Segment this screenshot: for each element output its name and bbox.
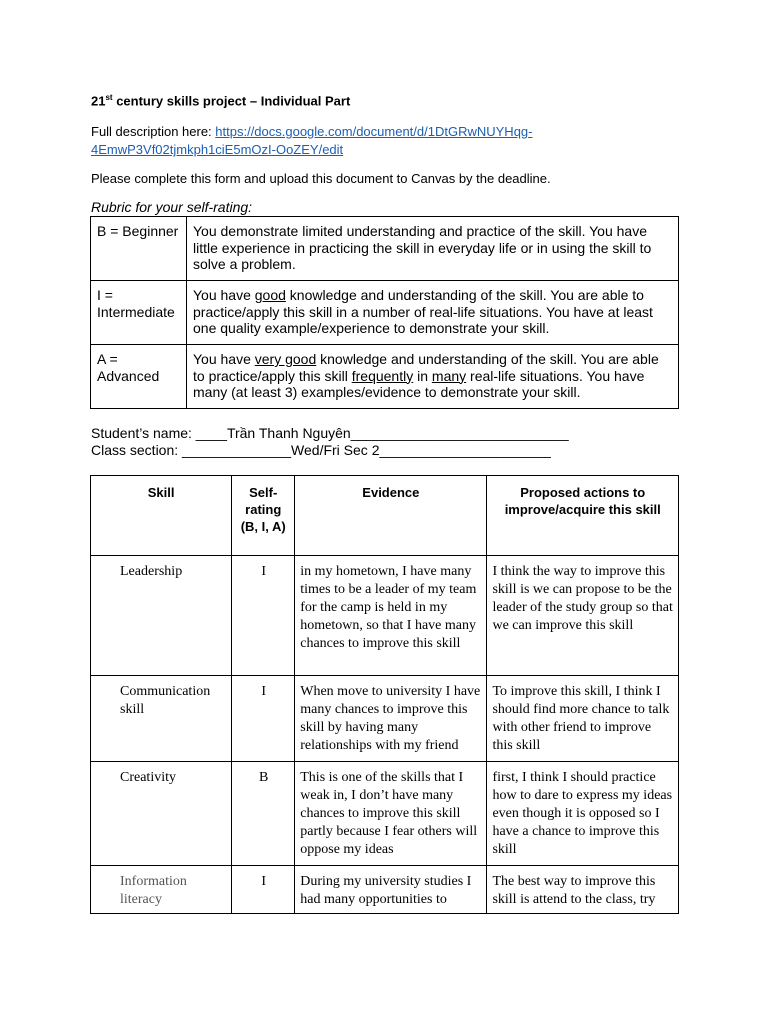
rubric-text: You have good knowledge and understanding of the skill. You are able to practice/apply this skill in a number of real-life situations. You have at least one quality example/experience to demonstrate your skill.	[187, 281, 679, 345]
skills-header-row	[91, 476, 679, 556]
actions-cell: The best way to improve this skill is attend to the class, try	[487, 866, 679, 914]
description-line: Full description here: https://docs.google.com/document/d/1DtGRwNUYHqg- 4EmwP3Vf02tjmkph1ciE5mOzI-OoZEY/edit	[91, 124, 533, 157]
skill-cell: Creativity	[91, 762, 232, 866]
student-info	[91, 425, 569, 459]
rubric-text: You demonstrate limited understanding and practice of the skill. You have little experience in practicing the skill in everyday life or in using the skill to solve a problem.	[187, 217, 679, 281]
rubric-key: A = Advanced	[91, 345, 187, 409]
rating-cell: I	[232, 676, 295, 762]
rubric-table	[90, 216, 679, 409]
student-name-field: Student’s name: ____Trần Thanh Nguyên____________________________	[91, 425, 569, 441]
table-row	[91, 866, 679, 914]
rubric-key: B = Beginner	[91, 217, 187, 281]
rubric-row-beginner	[91, 217, 679, 281]
actions-cell: first, I think I should practice how to dare to express my ideas even though it is opposed so I have a chance to improve this skill	[487, 762, 679, 866]
rubric-row-intermediate	[91, 281, 679, 345]
rating-cell: I	[232, 556, 295, 676]
actions-cell: I think the way to improve this skill is we can propose to be the leader of the study group so that we can improve this skill	[487, 556, 679, 676]
instruction-text: Please complete this form and upload this document to Canvas by the deadline.	[91, 171, 551, 186]
rubric-text: You have very good knowledge and understanding of the skill. You are able to practice/apply this skill frequently in many real-life situations. You have many (at least 3) examples/evidence to demonstrate your skill.	[187, 345, 679, 409]
table-row	[91, 762, 679, 866]
rubric-row-advanced	[91, 345, 679, 409]
header-proposed-actions: Proposed actions to improve/acquire this skill	[487, 476, 679, 556]
skill-cell: Communication skill	[91, 676, 232, 762]
rating-cell: I	[232, 866, 295, 914]
skill-cell: Information literacy	[91, 866, 232, 914]
actions-cell: To improve this skill, I think I should find more chance to talk with other friend to improve this skill	[487, 676, 679, 762]
header-self-rating: Self-rating (B, I, A)	[232, 476, 295, 556]
description-link[interactable]: https://docs.google.com/document/d/1DtGRwNUYHqg- 4EmwP3Vf02tjmkph1ciE5mOzI-OoZEY/edit	[91, 124, 533, 157]
evidence-cell: in my hometown, I have many times to be a leader of my team for the camp is held in my hometown, so that I have many chances to improve this skill	[295, 556, 487, 676]
skills-table	[90, 475, 679, 914]
evidence-cell: This is one of the skills that I weak in, I don’t have many chances to improve this skill partly because I fear others will oppose my ideas	[295, 762, 487, 866]
page-title: 21st century skills project – Individual Part	[91, 93, 351, 109]
rubric-caption: Rubric for your self-rating:	[91, 199, 253, 215]
header-skill: Skill	[91, 476, 232, 556]
skill-cell: Leadership	[91, 556, 232, 676]
table-row	[91, 676, 679, 762]
rating-cell: B	[232, 762, 295, 866]
table-row	[91, 556, 679, 676]
class-section-field: Class section: ______________Wed/Fri Sec 2______________________	[91, 442, 551, 458]
rubric-key: I = Intermediate	[91, 281, 187, 345]
evidence-cell: When move to university I have many chances to improve this skill by having many relationships with my friend	[295, 676, 487, 762]
evidence-cell: During my university studies I had many opportunities to	[295, 866, 487, 914]
header-evidence: Evidence	[295, 476, 487, 556]
